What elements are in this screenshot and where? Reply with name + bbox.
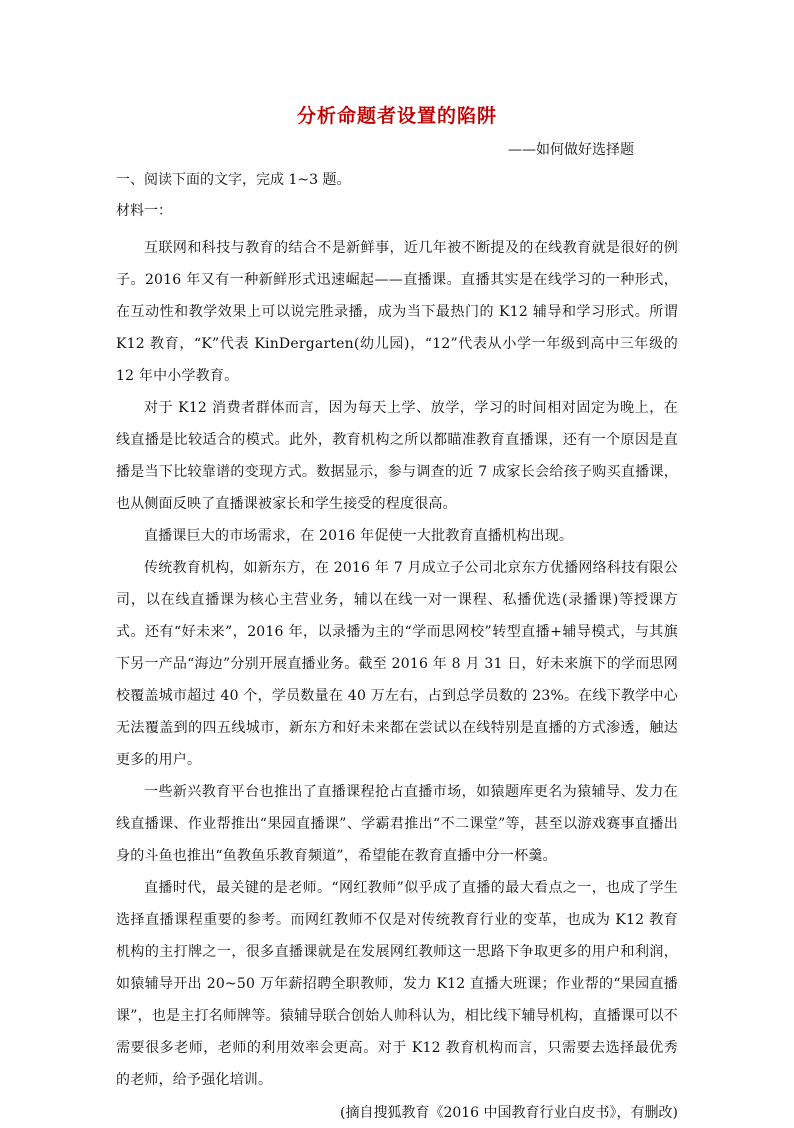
question-instruction: 一、阅读下面的文字，完成 1~3 题。	[116, 172, 351, 188]
paragraph-3: 直播课巨大的市场需求，在 2016 年促使一大批教育直播机构出现。	[144, 528, 574, 544]
material-label: 材料一：	[116, 203, 172, 219]
paragraph-1: 互联网和科技与教育的结合不是新鲜事，近几年被不断提及的在线教育就是很好的例子。2016 年又有一种新鲜形式迅速崛起——直播课。直播其实是在线学习的一种形式，在互动性和教学效果上可以说完胜录播，成为当下最热门的 K12 辅导和学习形式。所谓 K12 教育，“K”代表 KinDergarten(幼儿园)，“12”代表从小学一年级到高中三年级的 12 年中小学教育。	[116, 240, 678, 384]
source-citation: (摘自搜狐教育《2016 中国教育行业白皮书》，有删改)	[339, 1105, 678, 1121]
paragraph-6: 直播时代，最关键的是老师。“网红教师”似乎成了直播的最大看点之一，也成了学生选择直播课程重要的参考。而网红教师不仅是对传统教育行业的变革，也成为 K12 教育机构的主打牌之一，很多直播课就是在发展网红教师这一思路下争取更多的用户和利润，如猿辅导开出 20~50 万年薪招聘全职教师，发力 K12 直播大班课；作业帮的“果园直播课”，也是主打名师牌等。猿辅导联合创始人帅科认为，相比线下辅导机构，直播课可以不需要很多老师，老师的利用效率会更高。对于 K12 教育机构而言，只需要去选择最优秀的老师，给予强化培训。	[116, 880, 678, 1088]
document-subtitle: ——如何做好选择题	[508, 142, 634, 158]
paragraph-5: 一些新兴教育平台也推出了直播课程抢占直播市场，如猿题库更名为猿辅导、发力在线直播课、作业帮推出“果园直播课”、学霸君推出“不二课堂”等，甚至以游戏赛事直播出身的斗鱼也推出“鱼教鱼乐教育频道”，希望能在教育直播中分一杯羹。	[116, 784, 678, 864]
paragraph-4: 传统教育机构，如新东方，在 2016 年 7 月成立子公司北京东方优播网络科技有限公司，以在线直播课为核心主营业务，辅以在线一对一课程、私播优选(录播课)等授课方式。还有“好未来”，2016 年，以录播为主的“学而思网校”转型直播+辅导模式，与其旗下另一产品“海边”分别开展直播业务。截至 2016 年 8 月 31 日，好未来旗下的学而思网校覆盖城市超过 40 个，学员数量在 40 万左右，占到总学员数的 23%。在线下教学中心无法覆盖到的四五线城市，新东方和好未来都在尝试以在线特别是直播的方式渗透，触达更多的用户。	[116, 560, 678, 768]
paragraph-2: 对于 K12 消费者群体而言，因为每天上学、放学，学习的时间相对固定为晚上，在线直播是比较适合的模式。此外，教育机构之所以都瞄准教育直播课，还有一个原因是直播是当下比较靠谱的变现方式。数据显示，参与调查的近 7 成家长会给孩子购买直播课，也从侧面反映了直播课被家长和学生接受的程度很高。	[116, 400, 678, 512]
document-title: 分析命题者设置的陷阱	[296, 105, 497, 127]
